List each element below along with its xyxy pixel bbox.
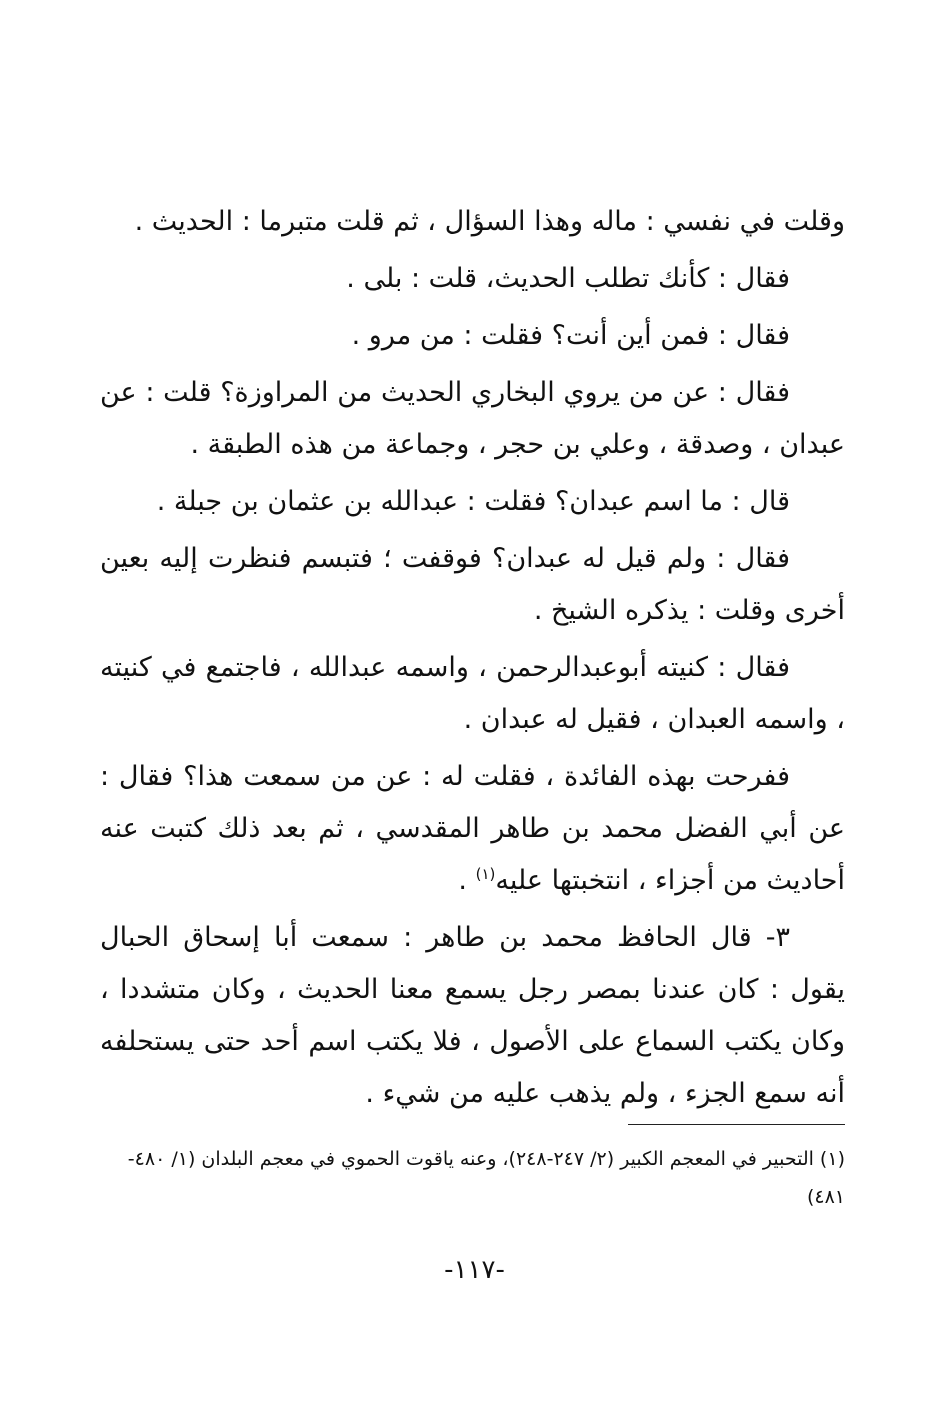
paragraph-8	[100, 751, 845, 907]
footnote: (١) التحبير في المعجم الكبير (٢/ ٢٤٧-٢٤٨)، وعنه ياقوت الحموي في معجم البلدان (١/ ٤٨٠- ٤٨١)	[127, 1148, 845, 1208]
paragraph-3: فقال : فمن أين أنت؟ فقلت : من مرو .	[351, 320, 790, 351]
paragraph-2: فقال : كأنك تطلب الحديث، قلت : بلى .	[346, 263, 790, 294]
paragraph-8-text: ففرحت بهذه الفائدة ، فقلت له : عن من سمعت هذا؟ فقال : عن أبي الفضل محمد بن طاهر المقدسي ، ثم بعد ذلك كتبت عنه أحاديث من أجزاء ، انتخبتها عليه	[100, 761, 845, 896]
paragraph-4: فقال : عن من يروي البخاري الحديث من المراوزة؟ قلت : عن عبدان ، وصدقة ، وعلي بن حجر ، وجماعة من هذه الطبقة .	[100, 377, 845, 460]
paragraph-6: فقال : ولم قيل له عبدان؟ فوقفت ؛ فتبسم فنظرت إليه بعين أخرى وقلت : يذكره الشيخ .	[100, 543, 845, 626]
footnote-divider	[628, 1124, 845, 1125]
paragraph-1: وقلت في نفسي : ماله وهذا السؤال ، ثم قلت متبرما : الحديث .	[134, 206, 845, 237]
paragraph-5: قال : ما اسم عبدان؟ فقلت : عبدالله بن عثمان بن جبلة .	[156, 486, 790, 517]
page-number: -١١٧-	[444, 1255, 505, 1285]
paragraph-8-tail: .	[458, 865, 476, 896]
paragraph-7: فقال : كنيته أبوعبدالرحمن ، واسمه عبدالله ، فاجتمع في كنيته ، واسمه العبدان ، فقيل له عبدان .	[100, 652, 845, 735]
paragraph-9: ٣- قال الحافظ محمد بن طاهر : سمعت أبا إسحاق الحبال يقول : كان عندنا بمصر رجل يسمع معنا الحديث ، وكان متشددا ، وكان يكتب السماع على الأصول ، فلا يكتب اسم أحد حتى يستحلفه أنه سمع الجزء ، ولم يذهب عليه من شيء .	[100, 922, 845, 1109]
footnote-reference[interactable]: (١)	[475, 865, 496, 883]
body-text	[100, 196, 845, 1125]
